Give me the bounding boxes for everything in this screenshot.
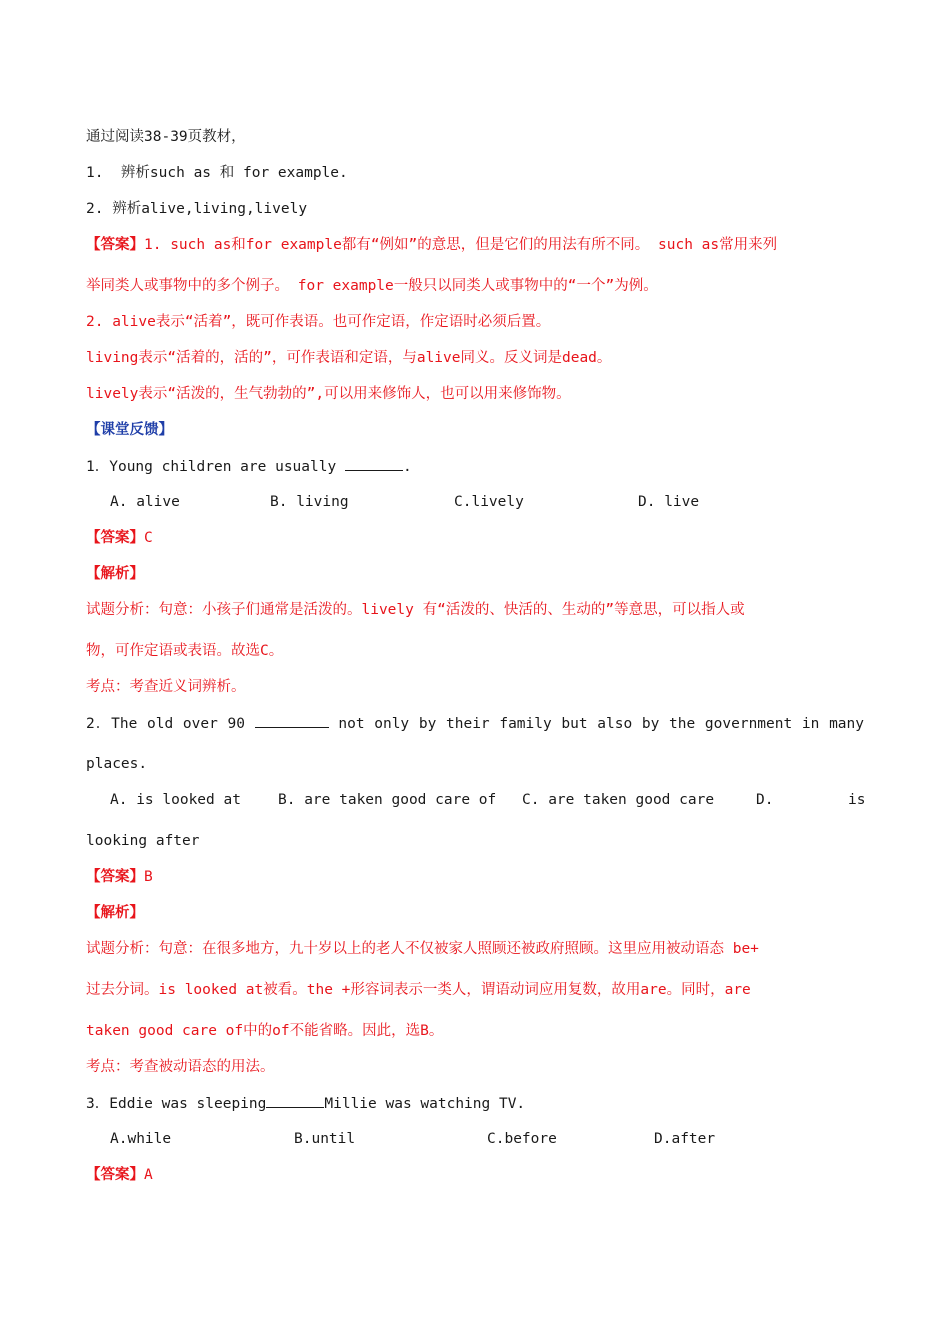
q1-stem: 1．Young children are usually .	[86, 456, 412, 477]
intro-answer-line-2: 举同类人或事物中的多个例子。 for example一般只以同类人或事物中的“一个”为例。	[86, 278, 658, 294]
q3-option-d: D.after	[654, 1131, 716, 1147]
intro-answer-living: living表示“活着的，活的”，可作表语和定语，与alive同义。反义词是dead。	[86, 350, 612, 366]
q1-option-b: B. living	[270, 494, 349, 510]
q2-option-d-text: is	[848, 792, 866, 808]
feedback-heading: 【课堂反馈】	[86, 422, 173, 438]
q3-answer: 【答案】A	[86, 1167, 153, 1183]
q3-stem: 3．Eddie was sleeping Millie was watching TV.	[86, 1093, 525, 1114]
q2-analysis-line-1: 试题分析：句意：在很多地方，九十岁以上的老人不仅被家人照顾还被政府照顾。这里应用被动语态 be+	[86, 941, 759, 957]
intro-answer-alive: 2. alive表示“活着”，既可作表语。也可作定语，作定语时必须后置。	[86, 314, 551, 330]
q2-option-c: C. are taken good care	[522, 792, 715, 808]
q2-analysis-line-3: taken good care of中的of不能省略。因此，选B。	[86, 1023, 444, 1039]
q2-point: 考点：考查被动语态的用法。	[86, 1059, 275, 1075]
intro-item-2: 2. 辨析alive,living,lively	[86, 201, 308, 217]
q1-option-a: A. alive	[110, 494, 180, 510]
intro-title: 通过阅读38-39页教材，	[86, 129, 246, 145]
q2-option-a: A. is looked at	[110, 792, 241, 808]
q1-blank	[345, 456, 403, 471]
intro-answer-lively: lively表示“活泼的，生气勃勃的”,可以用来修饰人，也可以用来修饰物。	[86, 386, 571, 402]
q2-analysis-label: 【解析】	[86, 905, 144, 921]
intro-item-1: 1. 辨析such as 和 for example.	[86, 165, 348, 181]
q2-analysis-line-2: 过去分词。is looked at被看。the +形容词表示一类人，谓语动词应用复数，故用are。同时，are	[86, 982, 751, 998]
q2-option-d-line-2: looking after	[86, 833, 200, 849]
q2-option-d: D.	[756, 792, 774, 808]
q2-answer: 【答案】B	[86, 869, 153, 885]
q1-answer: 【答案】C	[86, 530, 153, 546]
q3-blank	[266, 1093, 324, 1108]
q1-option-d: D. live	[638, 494, 700, 510]
q2-option-b: B. are taken good care of	[278, 792, 497, 808]
q1-point: 考点：考查近义词辨析。	[86, 679, 246, 695]
q1-analysis-line-1: 试题分析：句意：小孩子们通常是活泼的。lively 有“活泼的、快活的、生动的”等意思，可以指人或	[86, 602, 745, 618]
q1-analysis-label: 【解析】	[86, 566, 144, 582]
q3-option-b: B.until	[294, 1131, 356, 1147]
q1-option-c: C.lively	[454, 494, 524, 510]
q3-option-a: A.while	[110, 1131, 172, 1147]
answer-label: 【答案】	[86, 237, 144, 253]
q2-stem: 2．The old over 90 not only by their family but also by the government in many	[86, 713, 864, 734]
q1-analysis-line-2: 物，可作定语或表语。故选C。	[86, 643, 284, 659]
q3-option-c: C.before	[487, 1131, 557, 1147]
q2-blank	[255, 713, 329, 728]
q2-stem-line-2: places.	[86, 756, 148, 772]
intro-answer-line-1: 【答案】1. such as和for example都有“例如”的意思，但是它们的用法有所不同。 such as常用来列	[86, 237, 778, 253]
